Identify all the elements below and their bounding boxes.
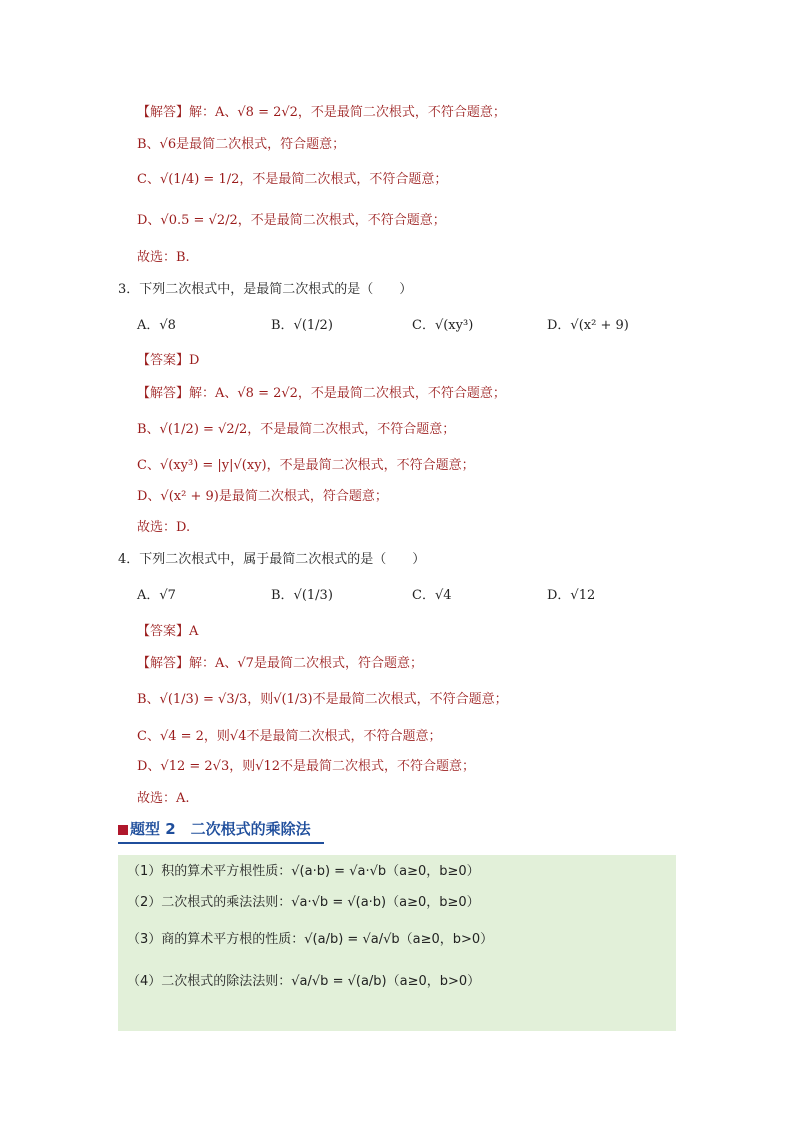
q3-solution-2: B、√(1/2) = √2/2，不是最简二次根式，不符合题意； <box>137 422 456 437</box>
sol2-line-4: D、√0.5 = √2/2，不是最简二次根式，不符合题意； <box>137 213 446 228</box>
q4-option-a: A．√7 <box>137 588 176 603</box>
sol2-line-3: C、√(1/4) = 1/2，不是最简二次根式，不符合题意； <box>137 172 448 187</box>
q3-option-b: B．√(1/2) <box>271 318 333 333</box>
section-underline <box>118 842 324 844</box>
q3-answer: 【答案】D <box>137 353 200 368</box>
q4-option-b: B．√(1/3) <box>271 588 333 603</box>
q3-option-d: D．√(x² + 9) <box>547 318 629 333</box>
q4-solution-3: C、√4 = 2，则√4不是最简二次根式，不符合题意； <box>137 729 442 744</box>
q4-answer: 【答案】A <box>137 624 199 639</box>
sol2-line-2: B、√6是最简二次根式，符合题意； <box>137 137 346 152</box>
q4-stem: 4．下列二次根式中，属于最简二次根式的是（ ） <box>118 552 426 567</box>
q3-option-a: A．√8 <box>137 318 176 333</box>
q4-solution-2: B、√(1/3) = √3/3，则√(1/3)不是最简二次根式，不符合题意； <box>137 692 508 707</box>
q4-solution-4: D、√12 = 2√3，则√12不是最简二次根式，不符合题意； <box>137 759 476 774</box>
q3-solution-5: 故选：D. <box>137 520 191 535</box>
q3-solution-4: D、√(x² + 9)是最简二次根式，符合题意； <box>137 489 388 504</box>
q4-option-d: D．√12 <box>547 588 596 603</box>
q3-option-c: C．√(xy³) <box>412 318 474 333</box>
q3-stem: 3．下列二次根式中，是最简二次根式的是（ ） <box>118 282 413 297</box>
q4-solution-5: 故选：A. <box>137 791 190 806</box>
section-title: 题型 2 二次根式的乘除法 <box>130 820 311 838</box>
box-rule-2: （2）二次根式的乘法法则：√a·√b = √(a·b)（a≥0，b≥0） <box>127 895 480 910</box>
q4-option-c: C．√4 <box>412 588 452 603</box>
sol2-line-5: 故选：B. <box>137 250 190 265</box>
box-rule-1: （1）积的算术平方根性质：√(a·b) = √a·√b（a≥0，b≥0） <box>127 864 480 879</box>
q3-solution-1: 【解答】解：A、√8 = 2√2，不是最简二次根式，不符合题意； <box>137 386 506 401</box>
section-marker <box>118 825 128 835</box>
q4-solution-1: 【解答】解：A、√7是最简二次根式，符合题意； <box>137 656 423 671</box>
sol2-line-1: 【解答】解：A、√8 = 2√2，不是最简二次根式，不符合题意； <box>137 105 506 120</box>
box-rule-4: （4）二次根式的除法法则：√a/√b = √(a/b)（a≥0，b>0） <box>127 974 481 989</box>
q3-solution-3: C、√(xy³) = |y|√(xy)，不是最简二次根式，不符合题意； <box>137 458 475 473</box>
box-rule-3: （3）商的算术平方根的性质：√(a/b) = √a/√b（a≥0，b>0） <box>127 932 494 947</box>
section-heading <box>118 818 311 839</box>
